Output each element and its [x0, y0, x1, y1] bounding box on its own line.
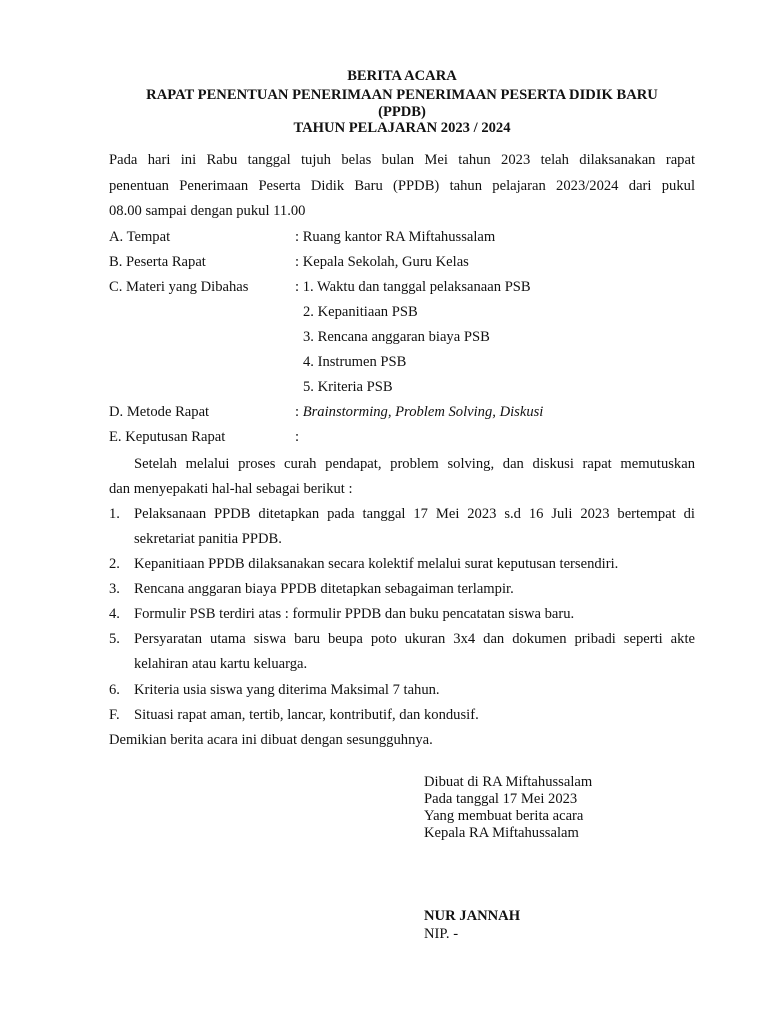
- decision-number: 4.: [109, 606, 120, 622]
- signatory-name: NUR JANNAH: [424, 908, 521, 924]
- materi-item: : 1. Waktu dan tanggal pelaksanaan PSB: [295, 279, 531, 295]
- materi-item: 5. Kriteria PSB: [303, 379, 393, 395]
- decision-number: 3.: [109, 581, 120, 597]
- peserta-value: : Kepala Sekolah, Guru Kelas: [295, 254, 469, 270]
- intro-line-3: 08.00 sampai dengan pukul 11.00: [109, 203, 306, 219]
- materi-label: C. Materi yang Dibahas: [109, 279, 249, 295]
- decision-number: F.: [109, 707, 120, 723]
- doc-subtitle: RAPAT PENENTUAN PENERIMAAN PENERIMAAN PESERTA DIDIK BARU: [146, 87, 658, 103]
- metode-value-row: [295, 404, 543, 421]
- closing-statement: Demikian berita acara ini dibuat dengan sesungguhnya.: [109, 732, 433, 748]
- intro-line-1: Pada hari ini Rabu tanggal tujuh belas bulan Mei tahun 2023 telah dilaksanakan rapat: [109, 152, 695, 168]
- signature-place: Dibuat di RA Miftahussalam: [424, 774, 593, 790]
- decision-number: 6.: [109, 682, 120, 698]
- signatory-nip: NIP. -: [424, 926, 459, 942]
- decision-number: 1.: [109, 506, 120, 522]
- signature-position: Kepala RA Miftahussalam: [424, 825, 579, 841]
- doc-year: TAHUN PELAJARAN 2023 / 2024: [293, 120, 511, 136]
- signature-maker: Yang membuat berita acara: [424, 808, 584, 824]
- intro-line-2: penentuan Penerimaan Peserta Didik Baru (PPDB) tahun pelajaran 2023/2024 dari pukul: [109, 178, 695, 194]
- metode-colon: :: [295, 404, 303, 420]
- doc-subtitle-abbr: (PPDB): [378, 104, 426, 120]
- decision-text: Persyaratan utama siswa baru beupa poto ukuran 3x4 dan dokumen pribadi seperti akte: [134, 631, 695, 647]
- decision-text: Pelaksanaan PPDB ditetapkan pada tanggal 17 Mei 2023 s.d 16 Juli 2023 bertempat di: [134, 506, 695, 522]
- decision-number: 5.: [109, 631, 120, 647]
- peserta-label: B. Peserta Rapat: [109, 254, 206, 270]
- materi-item: 2. Kepanitiaan PSB: [303, 304, 418, 320]
- decision-text-cont: sekretariat panitia PPDB.: [134, 531, 282, 547]
- materi-item: 3. Rencana anggaran biaya PSB: [303, 329, 490, 345]
- metode-value: Brainstorming, Problem Solving, Diskusi: [302, 404, 544, 420]
- decision-number: 2.: [109, 556, 120, 572]
- decision-intro-line-1: Setelah melalui proses curah pendapat, problem solving, dan diskusi rapat memutuskan: [134, 456, 695, 472]
- decision-text-cont: kelahiran atau kartu keluarga.: [134, 656, 308, 672]
- keputusan-label: E. Keputusan Rapat: [109, 429, 226, 445]
- decision-intro-line-2: dan menyepakati hal-hal sebagai berikut :: [109, 481, 353, 497]
- decision-text: Formulir PSB terdiri atas : formulir PPDB dan buku pencatatan siswa baru.: [134, 606, 575, 622]
- tempat-label: A. Tempat: [109, 229, 171, 245]
- decision-text: Situasi rapat aman, tertib, lancar, kontributif, dan kondusif.: [134, 707, 479, 723]
- decision-text: Kriteria usia siswa yang diterima Maksimal 7 tahun.: [134, 682, 440, 698]
- decision-text: Kepanitiaan PPDB dilaksanakan secara kolektif melalui surat keputusan tersendiri.: [134, 556, 619, 572]
- signature-date: Pada tanggal 17 Mei 2023: [424, 791, 578, 807]
- doc-title: BERITA ACARA: [347, 68, 457, 84]
- materi-item: 4. Instrumen PSB: [303, 354, 407, 370]
- tempat-value: : Ruang kantor RA Miftahussalam: [295, 229, 496, 245]
- keputusan-value: :: [295, 429, 300, 445]
- decision-text: Rencana anggaran biaya PPDB ditetapkan sebagaiman terlampir.: [134, 581, 514, 597]
- metode-label: D. Metode Rapat: [109, 404, 210, 420]
